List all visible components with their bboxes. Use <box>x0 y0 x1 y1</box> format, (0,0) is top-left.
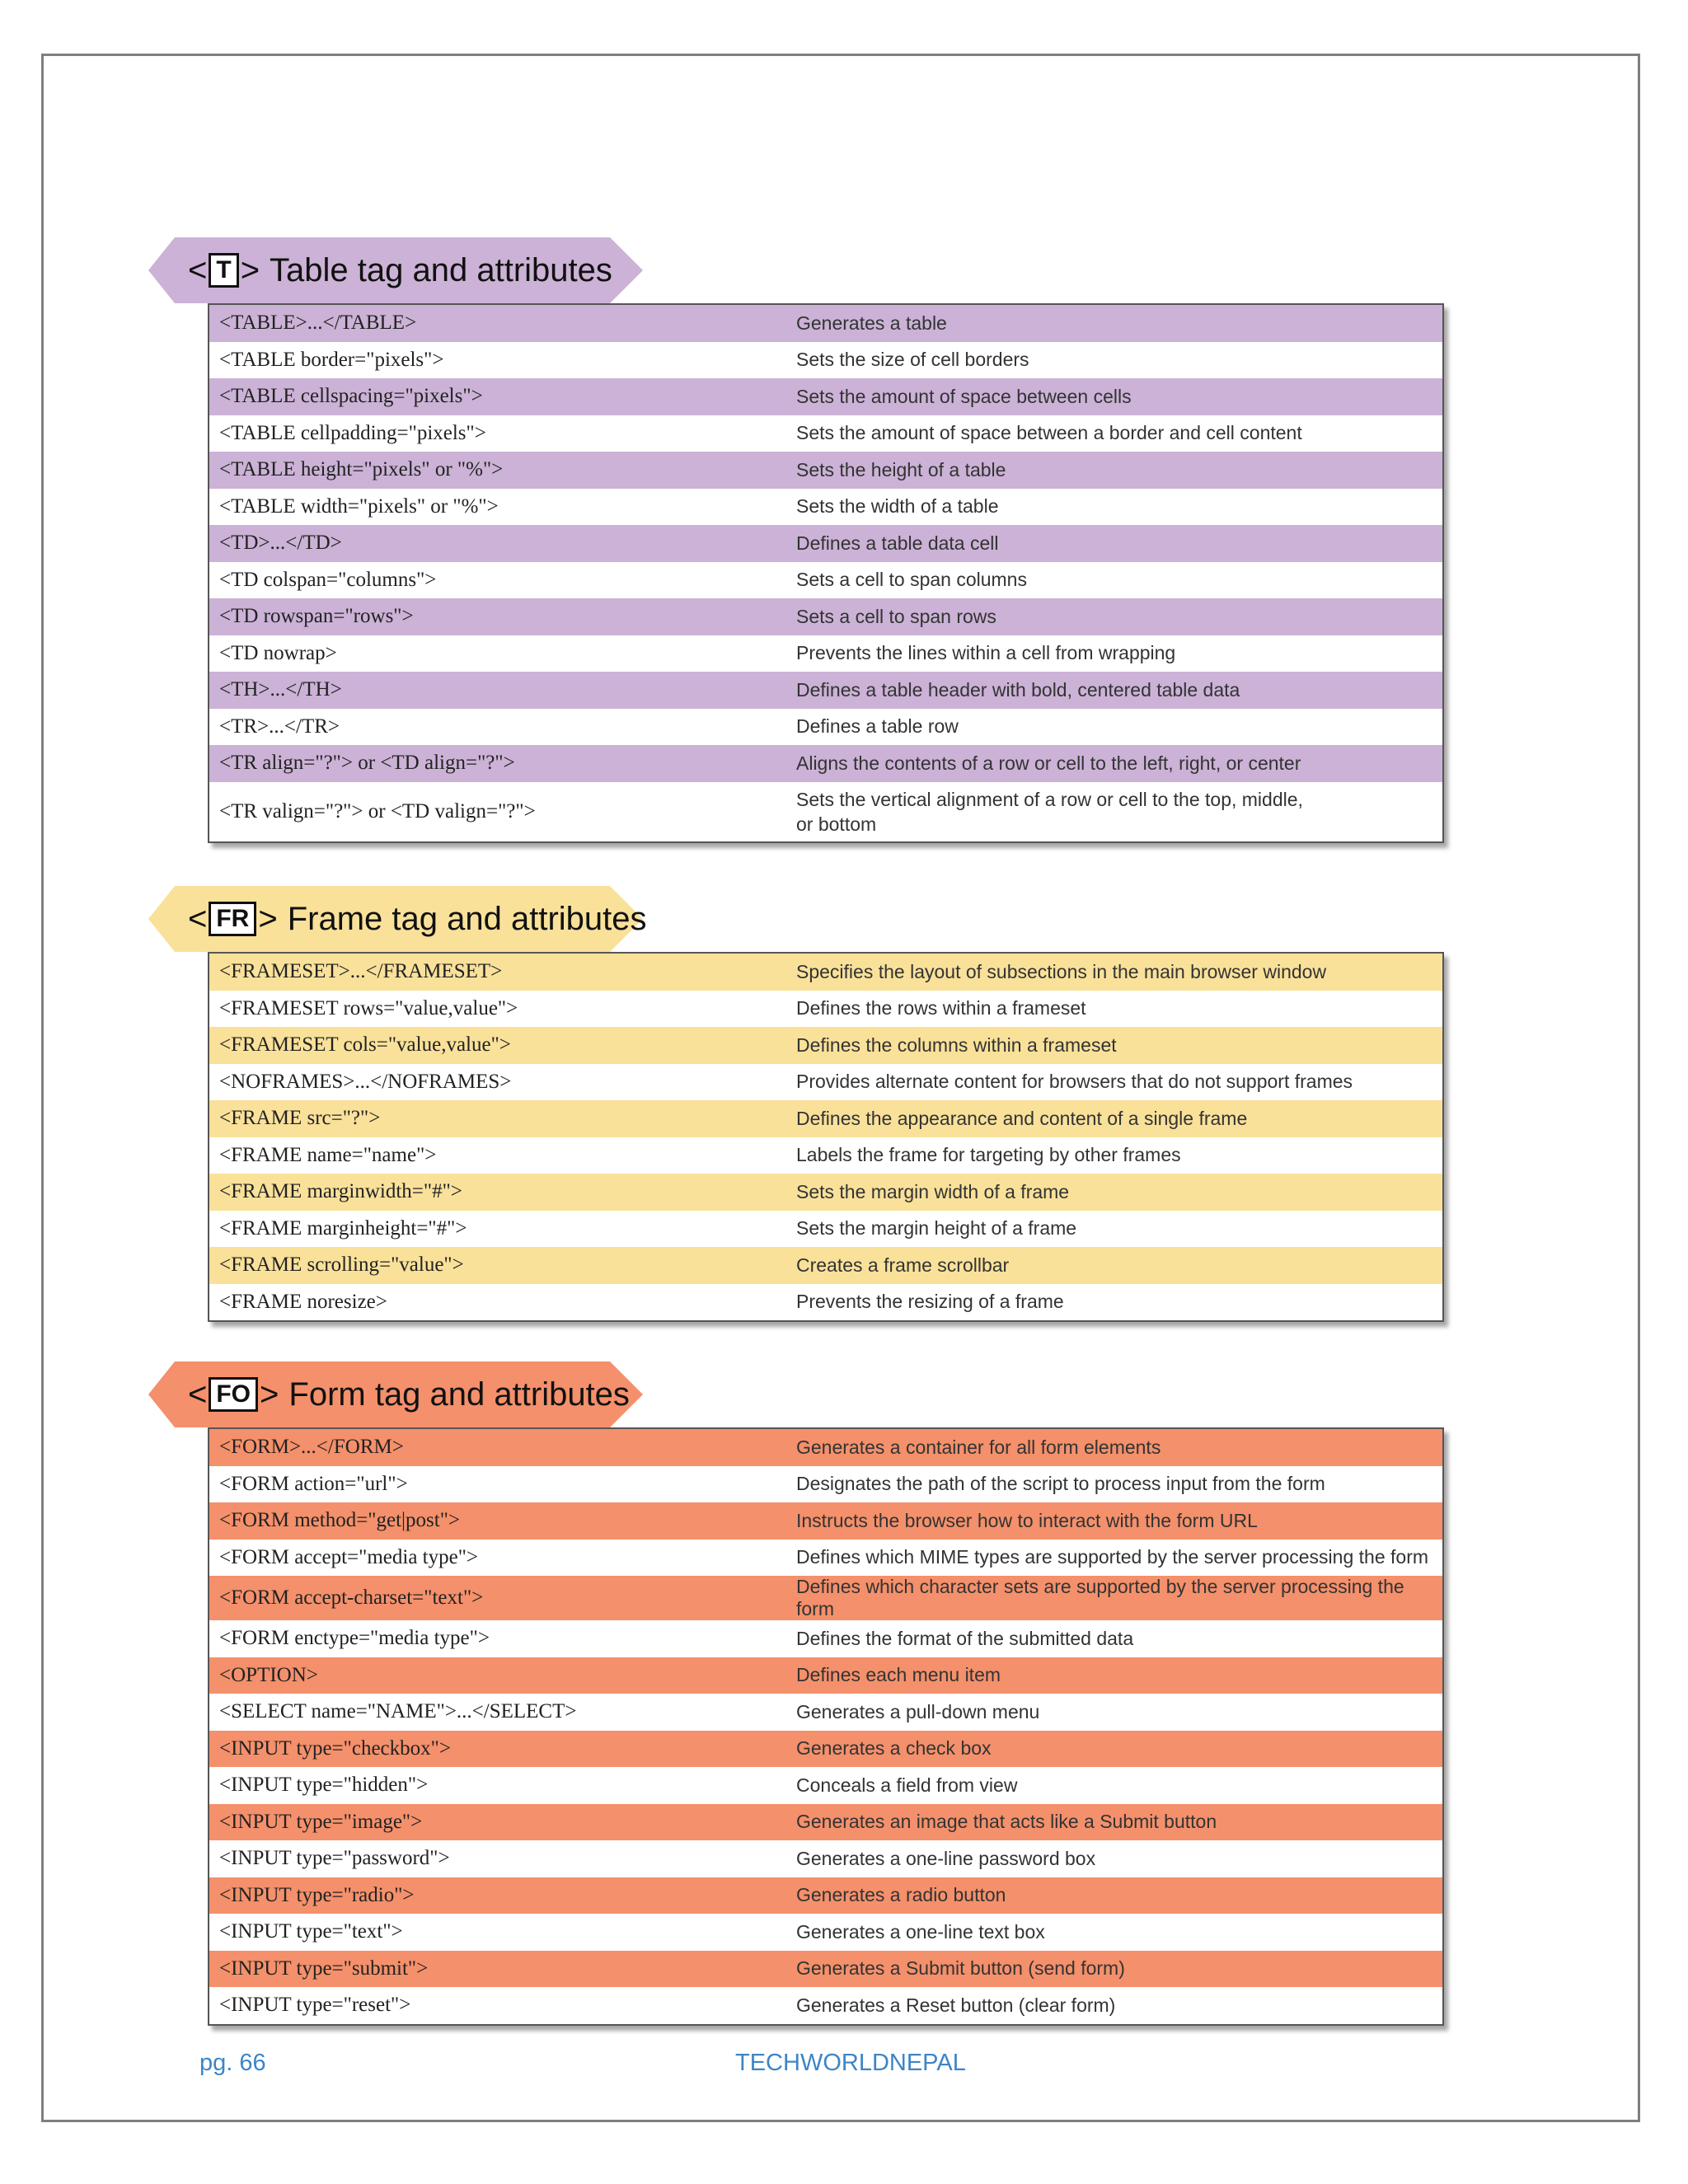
tag-cell: <FRAMESET rows="value,value"> <box>219 996 518 1019</box>
description-cell: Defines the columns within a frameset <box>796 1033 1117 1056</box>
frame-tags-section <box>148 886 1447 1322</box>
table-row <box>209 1466 1443 1503</box>
description-cell: Sets a cell to span rows <box>796 605 996 627</box>
table-row <box>209 1027 1443 1064</box>
tag-table <box>208 1427 1444 2026</box>
tag-table <box>208 952 1444 1322</box>
table-row <box>209 991 1443 1028</box>
tag-badge: < FO > <box>188 1376 279 1413</box>
section-title: Table tag and attributes <box>270 251 612 288</box>
table-row <box>209 1877 1443 1915</box>
tag-cell: <TD>...</TD> <box>219 532 342 555</box>
tag-cell: <SELECT name="NAME">...</SELECT> <box>219 1700 577 1723</box>
tag-cell: <INPUT type="hidden"> <box>219 1774 429 1797</box>
section-title: Frame tag and attributes <box>287 900 647 937</box>
description-text: Sets the vertical alignment of a row or cell to the top, middle, or bottom <box>796 788 1303 835</box>
tag-cell: <INPUT type="reset"> <box>219 1994 411 2017</box>
description-cell: Aligns the contents of a row or cell to the left, right, or center <box>796 752 1301 774</box>
description-cell: Defines which MIME types are supported by the server processing the form <box>796 1546 1429 1568</box>
tag-cell: <OPTION> <box>219 1663 318 1686</box>
description-cell: Sets the width of a table <box>796 495 999 518</box>
description-cell: Generates a Reset button (clear form) <box>796 1994 1116 2016</box>
tag-cell: <FRAME marginheight="#"> <box>219 1216 467 1240</box>
description-cell: Sets the amount of space between cells <box>796 385 1132 407</box>
tag-cell: <FRAME src="?"> <box>219 1107 381 1130</box>
tag-cell: <FORM accept-charset="text"> <box>219 1586 484 1609</box>
form-tags-section <box>148 1361 1447 2026</box>
description-cell: Sets a cell to span columns <box>796 569 1027 591</box>
tag-cell: <FRAME marginwidth="#"> <box>219 1180 462 1203</box>
table-row <box>209 1914 1443 1951</box>
table-row <box>209 562 1443 599</box>
tag-cell: <TR align="?"> or <TD align="?"> <box>219 752 515 775</box>
description-cell: Defines the format of the submitted data <box>796 1627 1134 1649</box>
tag-cell: <FORM action="url"> <box>219 1472 408 1495</box>
table-row <box>209 1840 1443 1877</box>
description-cell: Provides alternate content for browsers that do not support frames <box>796 1071 1353 1093</box>
table-row <box>209 1987 1443 2025</box>
tag-cell: <TD colspan="columns"> <box>219 568 437 591</box>
tag-cell: <TABLE width="pixels" or "%"> <box>219 494 499 518</box>
table-row <box>209 1951 1443 1988</box>
tag-badge: < FR > <box>188 900 278 937</box>
tag-cell: <TR valign="?"> or <TD valign="?"> <box>219 799 536 823</box>
table-row <box>209 304 1443 342</box>
tag-cell: <TABLE>...</TABLE> <box>219 312 417 335</box>
badge-letter: FO <box>209 1377 258 1412</box>
tag-cell: <FRAMESET>...</FRAMESET> <box>219 960 503 983</box>
description-cell: Generates a one-line text box <box>796 1920 1045 1943</box>
description-cell: Defines a table row <box>796 715 959 738</box>
table-row <box>209 1064 1443 1101</box>
description-cell <box>786 782 1443 842</box>
tag-table <box>208 303 1444 843</box>
tag-cell: <FORM enctype="media type"> <box>219 1627 490 1650</box>
table-row <box>209 525 1443 562</box>
table-row <box>209 1576 1443 1620</box>
badge-letter: FR <box>209 902 256 936</box>
tag-cell: <FRAMESET cols="value,value"> <box>219 1033 511 1057</box>
section-banner <box>148 1361 643 1427</box>
tag-cell: <INPUT type="submit"> <box>219 1957 429 1980</box>
table-row <box>209 953 1443 991</box>
table-row <box>209 745 1443 782</box>
table-row <box>209 1137 1443 1174</box>
footer-site-name: TECHWORLDNEPAL <box>735 2050 966 2076</box>
table-row <box>209 635 1443 673</box>
tag-cell: <FORM>...</FORM> <box>219 1436 404 1459</box>
table-row <box>209 1247 1443 1284</box>
table-row <box>209 1502 1443 1540</box>
tag-cell: <FRAME noresize> <box>219 1290 387 1313</box>
table-row <box>209 1540 1443 1577</box>
page-number: pg. 66 <box>199 2050 266 2076</box>
description-cell: Sets the height of a table <box>796 458 1006 480</box>
description-cell: Generates a pull-down menu <box>796 1700 1040 1722</box>
table-row <box>209 1804 1443 1841</box>
badge-letter: T <box>209 253 238 288</box>
table-row <box>209 489 1443 526</box>
tag-cell: <TD rowspan="rows"> <box>219 605 414 628</box>
description-cell: Defines the appearance and content of a single frame <box>796 1107 1248 1129</box>
tag-cell: <NOFRAMES>...</NOFRAMES> <box>219 1070 512 1093</box>
tag-cell: <TABLE cellspacing="pixels"> <box>219 385 483 408</box>
table-row <box>209 415 1443 452</box>
description-cell: Sets the margin width of a frame <box>796 1180 1070 1202</box>
table-row <box>209 1620 1443 1657</box>
table-row <box>209 452 1443 489</box>
section-banner <box>148 886 647 952</box>
tag-badge: < T > <box>188 251 260 288</box>
tag-cell: <FRAME name="name"> <box>219 1143 437 1166</box>
tag-cell: <TABLE border="pixels"> <box>219 348 444 371</box>
tag-cell: <FRAME scrolling="value"> <box>219 1254 464 1277</box>
table-row <box>209 1174 1443 1211</box>
tag-cell: <TD nowrap> <box>219 641 337 664</box>
description-cell: Designates the path of the script to process input from the form <box>796 1473 1325 1495</box>
tag-cell: <TABLE cellpadding="pixels"> <box>219 421 486 444</box>
description-cell: Generates a Submit button (send form) <box>796 1957 1125 1980</box>
description-cell: Defines a table header with bold, centered table data <box>796 678 1240 701</box>
table-row <box>209 378 1443 415</box>
section-banner <box>148 237 643 303</box>
table-row <box>209 598 1443 635</box>
description-cell: Instructs the browser how to interact with the form URL <box>796 1509 1258 1531</box>
tag-cell: <INPUT type="password"> <box>219 1847 450 1870</box>
description-cell: Generates a radio button <box>796 1884 1006 1906</box>
description-cell: Sets the amount of space between a border and cell content <box>796 422 1302 444</box>
description-cell: Generates a one-line password box <box>796 1847 1096 1869</box>
description-cell: Sets the margin height of a frame <box>796 1217 1077 1240</box>
table-row <box>209 1428 1443 1466</box>
tag-cell: <TABLE height="pixels" or "%"> <box>219 458 504 481</box>
table-row <box>209 1211 1443 1248</box>
table-row <box>209 1657 1443 1694</box>
table-row <box>209 672 1443 709</box>
description-cell: Generates a container for all form elements <box>796 1436 1161 1458</box>
tag-cell: <INPUT type="checkbox"> <box>219 1736 451 1760</box>
tag-cell: <TR>...</TR> <box>219 715 340 738</box>
table-row <box>209 342 1443 379</box>
tag-cell: <INPUT type="radio"> <box>219 1883 415 1906</box>
table-tags-section <box>148 237 1447 843</box>
table-row <box>209 1767 1443 1804</box>
description-cell: Defines which character sets are supported by the server processing the form <box>796 1576 1404 1619</box>
description-cell: Prevents the resizing of a frame <box>796 1291 1064 1313</box>
tag-cell: <TH>...</TH> <box>219 678 342 701</box>
tag-cell: <FORM accept="media type"> <box>219 1545 479 1568</box>
description-cell: Creates a frame scrollbar <box>796 1254 1010 1276</box>
section-title: Form tag and attributes <box>288 1376 630 1413</box>
table-row <box>209 1100 1443 1137</box>
table-row <box>209 1694 1443 1731</box>
description-cell: Generates an image that acts like a Submit button <box>796 1811 1217 1833</box>
tag-cell: <INPUT type="text"> <box>219 1920 403 1943</box>
tag-cell: <FORM method="get|post"> <box>219 1509 461 1532</box>
description-cell: Prevents the lines within a cell from wrapping <box>796 642 1176 664</box>
description-cell: Generates a check box <box>796 1737 992 1760</box>
table-row <box>209 782 1443 842</box>
description-cell: Defines each menu item <box>796 1664 1001 1686</box>
description-cell: Defines a table data cell <box>796 532 999 554</box>
table-row <box>209 1284 1443 1322</box>
description-cell: Defines the rows within a frameset <box>796 997 1086 1019</box>
tag-cell: <INPUT type="image"> <box>219 1810 423 1833</box>
description-cell: Specifies the layout of subsections in the main browser window <box>796 960 1327 982</box>
description-cell: Sets the size of cell borders <box>796 349 1029 371</box>
table-row <box>209 1731 1443 1768</box>
description-cell: Conceals a field from view <box>796 1774 1018 1796</box>
table-row <box>209 709 1443 746</box>
description-cell: Labels the frame for targeting by other frames <box>796 1144 1181 1166</box>
description-cell: Generates a table <box>796 312 947 334</box>
